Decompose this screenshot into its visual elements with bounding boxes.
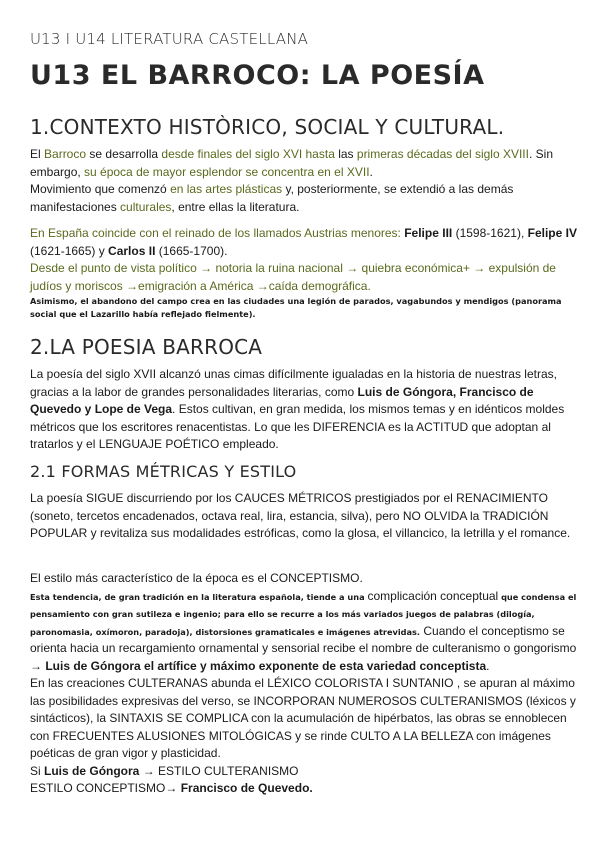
paragraph-style [30,570,578,798]
highlight-term: Barroco [44,147,87,161]
text-run: (1598-1621), [452,226,528,240]
highlight-term: su época de mayor esplendor se concentra en el XVII [84,164,370,179]
section-heading-context: 1.CONTEXTO HISTÒRICO, SOCIAL Y CULTURAL. [30,115,505,139]
king-name: Carlos II [108,243,156,258]
political-consequences: Desde el punto de vista político → notoria la ruina nacional → quiebra económica+ → expulsión de judíos y moriscos →emigración a América →caída demográfica. [30,261,556,293]
text-run: , entre ellas la literatura. [171,199,300,214]
social-note: Asimismo, el abandono del campo crea en las ciudades una legión de parados, vagabundos y mendigos (panorama social que el Lazarillo había reflejado fielmente). [30,296,562,319]
text-run: La poesía del siglo XVII alcanzó unas cimas difícilmente igualadas en la historia de nuestras letras, gracias a la labor de grandes personalidades literarias, como [30,367,557,399]
text-run: ESTILO CONCEPTISMO→ [30,781,181,795]
conceptismo-note: que condensa el pensamiento con gran sutileza e ingenio; para ello se recurre a los más variados juegos de palabras (dilogía, paronomasia, oxímoron, paradoja), distorsiones gramaticales e imágenes atrevidas. [30,591,577,637]
paragraph-poetry [30,366,578,454]
text-run: se desarrolla [86,147,162,161]
paragraph-spain [30,225,578,321]
text-run: (1621-1665) y [30,243,109,258]
text-run: El [30,147,45,161]
course-header: U13 I U14 LITERATURA CASTELLANA [30,30,309,48]
section-heading-poetry: 2.LA POESIA BARROCA [30,335,263,359]
paragraph-context [30,146,578,216]
text-run: . [486,658,490,673]
highlight-term: en las artes plásticas [170,182,283,196]
subsection-heading-forms: 2.1 FORMAS MÉTRICAS Y ESTILO [30,462,297,481]
text-run: las [334,147,357,161]
text-run: . Estos cultivan, en gran medida, los mismos temas y en idénticos moldes métricos que los escritores renacentistas. Lo que les DIFERENCIA es la ACTITUD que adoptan al tratarlos y el LENGUAJE POÉTICO empleado. [30,402,565,451]
text-run: Cuando el conceptismo se orienta hacia un recargamiento ornamental y sensorial recibe el nombre de culteranismo o gongorismo → [30,623,577,673]
king-name: Felipe III [404,226,453,240]
page-title: U13 EL BARROCO: LA POESÍA [30,60,485,91]
text-run: y, posteriormente, se extendió a las demás manifestaciones [30,182,514,214]
highlight-term: desde finales del siglo XVI hasta [161,147,335,161]
text-run: (1665-1700). [155,243,228,258]
text-run: En las creaciones CULTERANAS abunda el LÉXICO COLORISTA I SUNTANIO , se apuran al máximo las posibilidades expresivas del verso, se INCORPORAN NUMEROSOS CULTERANISMOS (léxicos y sintácticos), la SINTAXIS SE COMPLICA con la acumulación de hipérbatos, las obras se ennoblecen con FRECUENTES ALUSIONES MITOLÓGICAS y se rinde CULTO A LA BELLEZA con imágenes poéticas de gran vigor y plasticidad. [30,676,576,760]
highlight-term: culturales [120,199,172,214]
text-run: → ESTILO CULTERANISMO [139,763,299,778]
gongora-statement: Luis de Góngora el artífice y máximo exponente de esta variedad conceptista [45,658,487,673]
text-run: El estilo más característico de la época es el CONCEPTISMO. [30,571,363,585]
author-gongora: Luis de Góngora [44,763,140,778]
conceptismo-note: Esta tendencia, de gran tradición en la literatura española, tiende a una [30,591,368,602]
text-run: . [369,164,373,179]
text-run: La poesía SIGUE discurriendo por los CAUCES MÉTRICOS prestigiados por el RENACIMIENTO (soneto, tercetos encadenados, octava real, lira, estancia, silva), pero NO OLVIDA la TRADICIÓN POPULAR y revitaliza sus modalidades estróficas, como la glosa, el villancico, la letrilla y el romance. [30,491,571,540]
text-run: Movimiento que comenzó [30,182,171,196]
authors-names: Luis de Góngora, Francisco de Quevedo y Lope de Vega [30,384,534,416]
text-run: . Sin embargo, [30,147,553,179]
text-run: En España coincide con el reinado de los llamados Austrias menores: [30,226,405,240]
text-run: complicación conceptual [367,588,499,603]
paragraph-metric-forms [30,490,578,543]
author-quevedo: Francisco de Quevedo. [180,781,313,795]
king-name: Felipe IV [527,226,577,240]
highlight-term: primeras décadas del siglo XVIII [356,147,529,161]
text-run: Si [30,763,45,778]
